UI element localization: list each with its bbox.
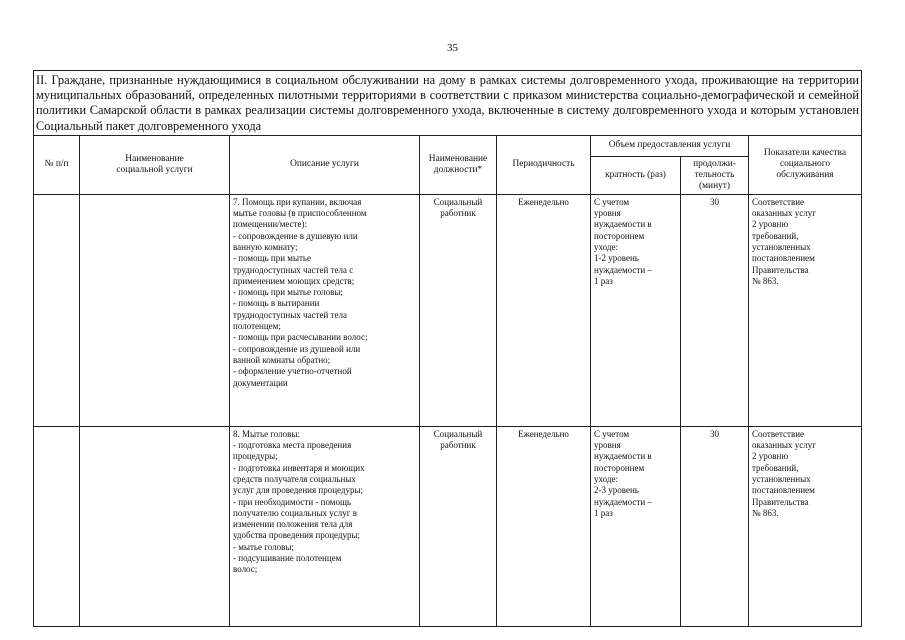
description-line: - подготовка инвентаря и моющих [233,462,365,473]
row-quality [749,426,862,626]
quality-line: № 863. [752,275,779,286]
services-table [33,70,862,627]
description-line: средств получателя социальных [233,474,356,484]
row-multiplicity [591,426,681,626]
col-header-name: Наименование социальной услуги [80,135,230,194]
quality-line: требований, [752,462,799,473]
description-line: помещении/месте): [233,219,308,230]
row-description [230,426,420,626]
description-line: ванной комнаты обратно; [233,354,331,365]
multiplicity-line: уровня [594,208,621,219]
row-periodicity: Еженедельно [497,426,591,626]
row-service-name [80,426,230,626]
col-header-duration: продолжи-тельность (минут) [681,156,749,194]
multiplicity-line: С учетом [594,428,630,439]
row-description [230,194,420,426]
multiplicity-line: С учетом [594,196,630,207]
description-line: труднодоступных частей тела [233,309,347,320]
multiplicity-line: постороннем [594,230,645,241]
description-line: - помощь при расчесывании волос; [233,332,368,343]
description-line: - помощь при мытье головы; [233,287,343,298]
multiplicity-line: уходе: [594,474,618,484]
quality-line: № 863. [752,507,779,518]
description-line: применением моющих средств; [233,275,355,286]
header-row-1 [34,135,862,156]
table-row [34,194,862,426]
quality-line: Соответствие [752,196,805,207]
multiplicity-line: нуждаемости – [594,496,652,507]
row-position [420,426,497,626]
quality-line: установленных [752,474,811,484]
quality-line: установленных [752,242,811,252]
description-line: - подсушивание полотенцем [233,553,342,564]
section-heading-row [34,71,862,136]
quality-line: 2 уровню [752,451,789,462]
quality-line: постановлением [752,485,815,496]
description-line: услуг для проведения процедуры; [233,485,364,496]
description-line: - сопровождение из душевой или [233,343,361,354]
col-header-periodicity: Периодичность [497,135,591,194]
position-line: Социальный [433,428,483,439]
col-header-description: Описание услуги [230,135,420,194]
multiplicity-line: 1 раз [594,275,613,286]
row-num [34,194,80,426]
description-line: - оформление учетно-отчетной [233,366,352,377]
quality-line: постановлением [752,253,815,264]
quality-line: оказанных услуг [752,440,816,451]
description-line: документации [233,377,288,388]
row-quality [749,194,862,426]
position-line: работник [440,440,476,451]
multiplicity-line: нуждаемости – [594,264,652,275]
multiplicity-line: 1 раз [594,507,613,518]
row-multiplicity [591,194,681,426]
description-line: ванную комнату; [233,242,298,252]
description-line: получателю социальных услуг в [233,507,357,518]
multiplicity-line: постороннем [594,462,645,473]
multiplicity-line: нуждаемости в [594,219,652,230]
description-line: процедуры; [233,451,278,462]
multiplicity-line: уровня [594,440,621,451]
row-duration: 30 [681,426,749,626]
description-line: полотенцем; [233,321,281,332]
col-header-multiplicity: кратность (раз) [591,156,681,194]
section-heading: II. Граждане, признанные нуждающимися в социальном обслуживании на дому в рамках системы долговременного ухода, проживающие на территории муниципальных образований, определенных пилотными территориями в соответствии с приказом министерства социально-демографической и семейной политики Самарской области в рамках реализации системы долговременного ухода, включенные в систему долговременного ухода и которым установлен Социальный пакет долговременного ухода [34,71,862,136]
col-header-quality: Показатели качества социального обслуживания [749,135,862,194]
row-duration: 30 [681,194,749,426]
col-header-position: Наименование должности* [420,135,497,194]
description-line: волос; [233,564,258,575]
description-line: - помощь при мытье [233,253,312,264]
description-line: мытье головы (в приспособленном [233,208,367,219]
description-line: 8. Мытье головы: [233,428,300,439]
description-line: - при необходимости - помощь [233,496,352,507]
multiplicity-line: нуждаемости в [594,451,652,462]
description-line: труднодоступных частей тела с [233,264,354,275]
page-number: 35 [447,42,458,54]
row-service-name [80,194,230,426]
quality-line: 2 уровню [752,219,789,230]
row-position [420,194,497,426]
quality-line: требований, [752,230,799,241]
position-line: Социальный [433,196,483,207]
description-line: удобства проведения процедуры; [233,530,361,541]
description-line: - подготовка места проведения [233,440,352,451]
table-row [34,426,862,626]
row-periodicity: Еженедельно [497,194,591,426]
row-num [34,426,80,626]
multiplicity-line: 1-2 уровень [594,253,639,264]
quality-line: оказанных услуг [752,208,816,219]
quality-line: Правительства [752,496,809,507]
quality-line: Соответствие [752,428,805,439]
description-line: - сопровождение в душевую или [233,230,358,241]
description-line: изменении положения тела для [233,519,353,530]
description-line: - помощь в вытирании [233,298,320,309]
col-header-num: № п/п [34,135,80,194]
description-line: 7. Помощь при купании, включая [233,196,362,207]
multiplicity-line: 2-3 уровень [594,485,639,496]
description-line: - мытье головы; [233,541,294,552]
multiplicity-line: уходе: [594,242,618,252]
col-header-volume-group: Объем предоставления услуги [591,135,749,156]
quality-line: Правительства [752,264,809,275]
position-line: работник [440,208,476,219]
